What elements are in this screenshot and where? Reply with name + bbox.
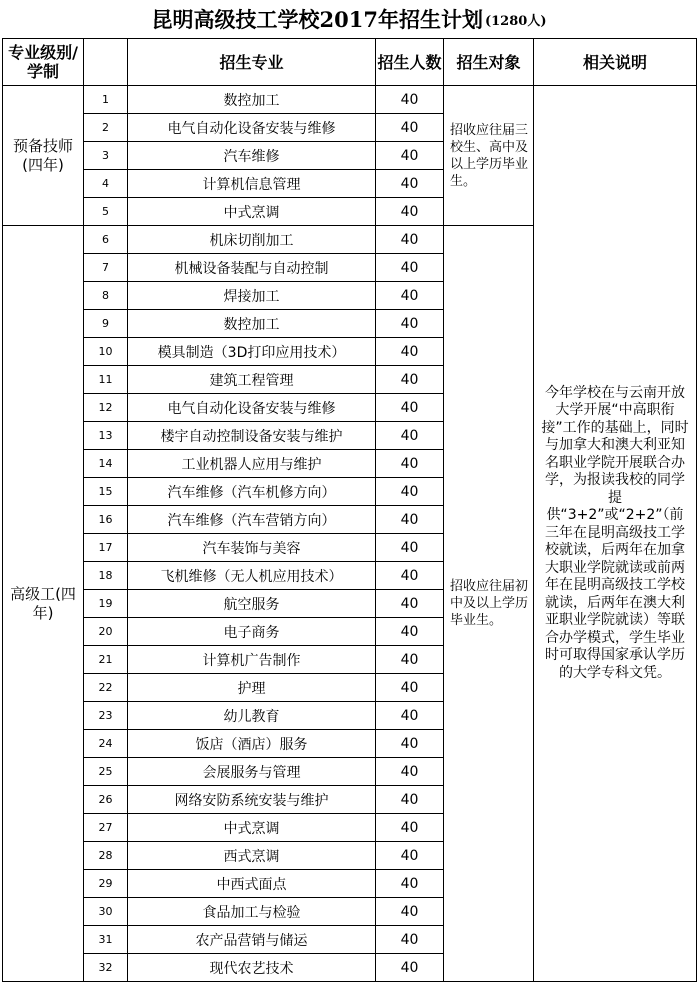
row-number: 17 (84, 534, 128, 562)
major-cell: 数控加工 (128, 310, 376, 338)
count-cell: 40 (376, 310, 444, 338)
major-cell: 模具制造（3D打印应用技术） (128, 338, 376, 366)
row-number: 2 (84, 114, 128, 142)
major-cell: 工业机器人应用与维护 (128, 450, 376, 478)
notes-cell: 今年学校在与云南开放大学开展“中高职衔接”工作的基础上，同时与加拿大和澳大利亚知名职业学院开展联合办学，为报读我校的同学提供“3+2”或“2+2”（前三年在昆明高级技工学校就读，后两年在加拿大职业学院就读或前两年在昆明高级技工学校就读，后两年在澳大利亚职业学院就读）等联合办学模式，学生毕业时可取得国家承认学历的大学专科文凭。 (534, 86, 697, 982)
major-cell: 电气自动化设备安装与维修 (128, 394, 376, 422)
title-main: 昆明高级技工学校2017年招生计划 (151, 7, 483, 32)
title-total: (1280人) (484, 13, 547, 29)
count-cell: 40 (376, 450, 444, 478)
row-number: 5 (84, 198, 128, 226)
row-number: 23 (84, 702, 128, 730)
count-cell: 40 (376, 590, 444, 618)
target-text: 招收应往届初中及以上学历毕业生。 (450, 579, 529, 628)
count-cell: 40 (376, 226, 444, 254)
row-number: 6 (84, 226, 128, 254)
count-cell: 40 (376, 898, 444, 926)
row-number: 15 (84, 478, 128, 506)
count-cell: 40 (376, 562, 444, 590)
major-cell: 焊接加工 (128, 282, 376, 310)
row-number: 9 (84, 310, 128, 338)
count-cell: 40 (376, 758, 444, 786)
table-row (3, 86, 697, 114)
row-number: 20 (84, 618, 128, 646)
row-number: 14 (84, 450, 128, 478)
major-cell: 饭店（酒店）服务 (128, 730, 376, 758)
row-number: 25 (84, 758, 128, 786)
major-cell: 电气自动化设备安装与维修 (128, 114, 376, 142)
count-cell: 40 (376, 142, 444, 170)
enrollment-table (2, 38, 697, 982)
target-text: 招收应往届三校生、高中及以上学历毕业生。 (450, 123, 529, 189)
row-number: 30 (84, 898, 128, 926)
count-cell: 40 (376, 842, 444, 870)
count-cell: 40 (376, 478, 444, 506)
row-number: 27 (84, 814, 128, 842)
major-cell: 汽车维修 (128, 142, 376, 170)
header-number (84, 39, 128, 86)
row-number: 29 (84, 870, 128, 898)
major-cell: 护理 (128, 674, 376, 702)
count-cell: 40 (376, 86, 444, 114)
count-cell: 40 (376, 170, 444, 198)
target-cell (444, 86, 534, 226)
row-number: 31 (84, 926, 128, 954)
major-cell: 机械设备装配与自动控制 (128, 254, 376, 282)
count-cell: 40 (376, 254, 444, 282)
count-cell: 40 (376, 618, 444, 646)
row-number: 16 (84, 506, 128, 534)
row-number: 7 (84, 254, 128, 282)
major-cell: 计算机信息管理 (128, 170, 376, 198)
major-cell: 会展服务与管理 (128, 758, 376, 786)
count-cell: 40 (376, 114, 444, 142)
table-body (3, 86, 697, 982)
header-target: 招生对象 (444, 39, 534, 86)
count-cell: 40 (376, 870, 444, 898)
row-number: 18 (84, 562, 128, 590)
row-number: 24 (84, 730, 128, 758)
count-cell: 40 (376, 506, 444, 534)
major-cell: 食品加工与检验 (128, 898, 376, 926)
row-number: 21 (84, 646, 128, 674)
major-cell: 机床切削加工 (128, 226, 376, 254)
page-title (0, 0, 698, 38)
count-cell: 40 (376, 954, 444, 982)
row-number: 26 (84, 786, 128, 814)
major-cell: 建筑工程管理 (128, 366, 376, 394)
header-notes: 相关说明 (534, 39, 697, 86)
row-number: 3 (84, 142, 128, 170)
major-cell: 农产品营销与储运 (128, 926, 376, 954)
major-cell: 飞机维修（无人机应用技术） (128, 562, 376, 590)
count-cell: 40 (376, 338, 444, 366)
major-cell: 楼宇自动控制设备安装与维护 (128, 422, 376, 450)
count-cell: 40 (376, 646, 444, 674)
row-number: 8 (84, 282, 128, 310)
count-cell: 40 (376, 282, 444, 310)
major-cell: 中式烹调 (128, 814, 376, 842)
count-cell: 40 (376, 702, 444, 730)
count-cell: 40 (376, 814, 444, 842)
count-cell: 40 (376, 198, 444, 226)
count-cell: 40 (376, 730, 444, 758)
header-row (3, 39, 697, 86)
target-cell (444, 226, 534, 982)
count-cell: 40 (376, 926, 444, 954)
row-number: 28 (84, 842, 128, 870)
row-number: 13 (84, 422, 128, 450)
major-cell: 汽车装饰与美容 (128, 534, 376, 562)
row-number: 19 (84, 590, 128, 618)
row-number: 22 (84, 674, 128, 702)
major-cell: 西式烹调 (128, 842, 376, 870)
level-cell: 高级工(四年) (3, 226, 84, 982)
major-cell: 航空服务 (128, 590, 376, 618)
count-cell: 40 (376, 422, 444, 450)
count-cell: 40 (376, 394, 444, 422)
major-cell: 幼儿教育 (128, 702, 376, 730)
count-cell: 40 (376, 786, 444, 814)
count-cell: 40 (376, 366, 444, 394)
row-number: 1 (84, 86, 128, 114)
row-number: 32 (84, 954, 128, 982)
header-level: 专业级别/学制 (3, 39, 84, 86)
major-cell: 中式烹调 (128, 198, 376, 226)
major-cell: 数控加工 (128, 86, 376, 114)
level-cell: 预备技师(四年) (3, 86, 84, 226)
major-cell: 现代农艺技术 (128, 954, 376, 982)
count-cell: 40 (376, 534, 444, 562)
major-cell: 网络安防系统安装与维护 (128, 786, 376, 814)
row-number: 11 (84, 366, 128, 394)
row-number: 4 (84, 170, 128, 198)
major-cell: 汽车维修（汽车机修方向） (128, 478, 376, 506)
header-count: 招生人数 (376, 39, 444, 86)
row-number: 12 (84, 394, 128, 422)
header-major: 招生专业 (128, 39, 376, 86)
major-cell: 电子商务 (128, 618, 376, 646)
major-cell: 计算机广告制作 (128, 646, 376, 674)
count-cell: 40 (376, 674, 444, 702)
major-cell: 中西式面点 (128, 870, 376, 898)
major-cell: 汽车维修（汽车营销方向） (128, 506, 376, 534)
row-number: 10 (84, 338, 128, 366)
